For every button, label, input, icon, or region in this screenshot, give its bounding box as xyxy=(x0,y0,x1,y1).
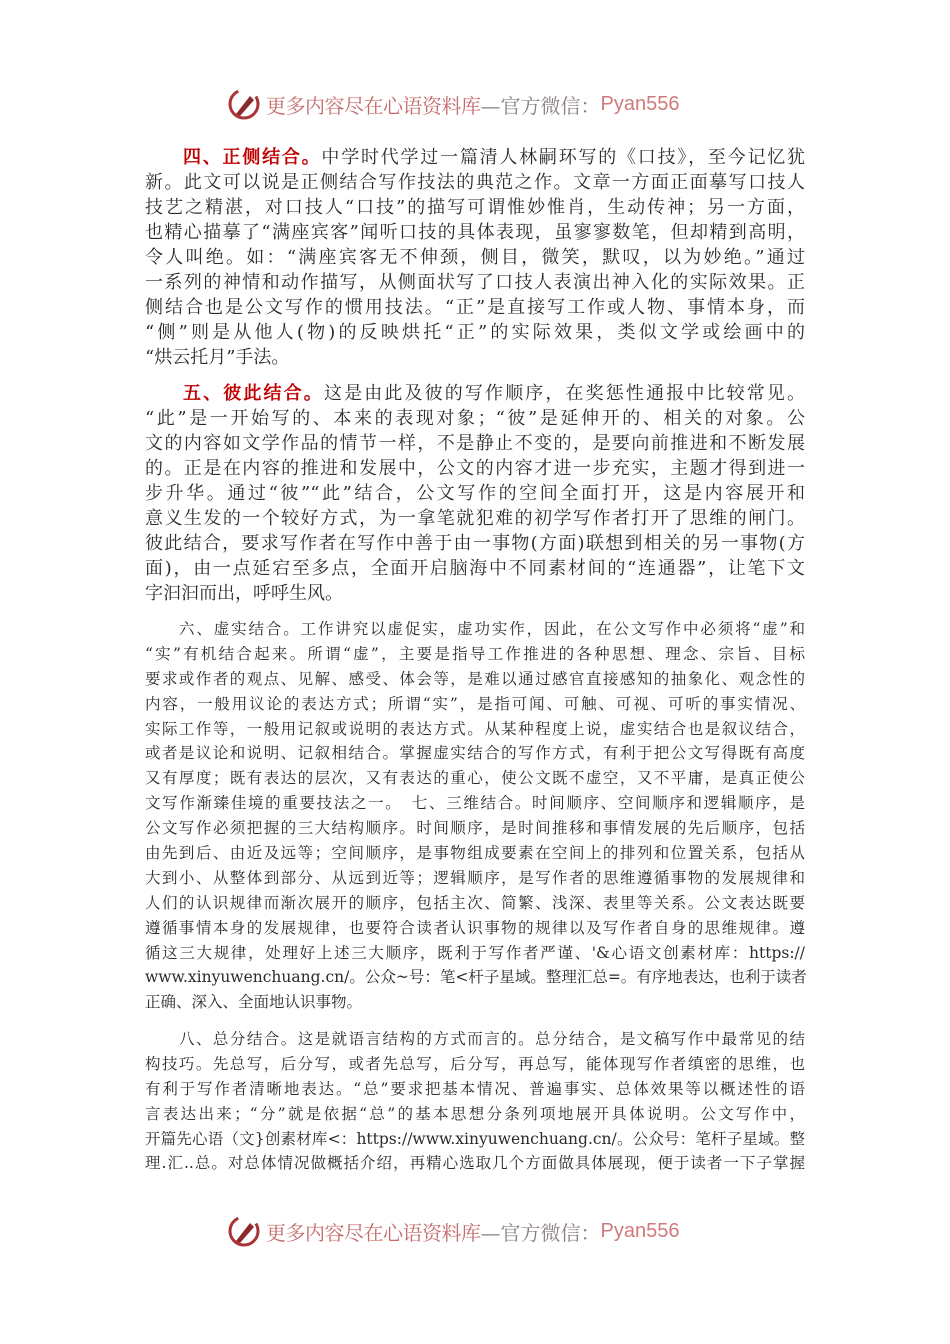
section-bi-ci xyxy=(145,381,805,606)
paragraph-line: 内容，一般用议论的表达方式；所谓“实”，是指可闻、可触、可视、可听的事实情况、 xyxy=(145,694,805,713)
paragraph-line xyxy=(145,381,805,406)
paragraph-line: 步升华。通过“彼”“此”结合，公文写作的空间全面打开，这是内容展开和 xyxy=(145,483,805,504)
paragraph-line: 文的内容如文学作品的情节一样，不是静止不变的，是要向前推进和不断发展 xyxy=(145,433,805,454)
paragraph-line: 实际工作等，一般用记叙或说明的表达方式。从某种程度上说，虚实结合也是叙议结合， xyxy=(145,719,805,738)
paragraph-line: 侧结合也是公文写作的惯用技法。“正”是直接写工作或人物、事情本身，而 xyxy=(145,297,805,318)
paragraph-line: 也精心描摹了“满座宾客”闻听口技的具体表现，虽寥寥数笔，但却精到高明， xyxy=(145,222,805,243)
paragraph-line: 大到小、从整体到部分、从远到近等；逻辑顺序，是写作者的思维遵循事物的发展规律和 xyxy=(145,868,805,887)
paragraph-line: 面)，由一点延宕至多点，全面开启脑海中不同素材间的“连通器”，让笔下文 xyxy=(145,558,805,579)
paragraph-line xyxy=(145,145,805,170)
line-text: 中学时代学过一篇清人林嗣环写的《口技》，至今记忆犹 xyxy=(321,147,805,168)
paragraph-line: 意义生发的一个较好方式，为一拿笔就犯难的初学写作者打开了思维的闸门。 xyxy=(145,508,805,529)
paragraph-line: 的。正是在内容的推进和发展中，公文的内容才进一步充实，主题才得到进一 xyxy=(145,458,805,479)
header-watermark-banner xyxy=(226,84,716,124)
paragraph-line: 公文写作必须把握的三大结构顺序。时间顺序，是时间推移和事情发展的先后顺序，包括 xyxy=(145,819,805,838)
paragraph-line: 循这三大规律，处理好上述三大顺序，既利于写作者严谨、'&心语文创素材库：https:// xyxy=(145,943,805,962)
banner-wechat-id: Pyan556 xyxy=(600,92,680,115)
paragraph-line: 又有厚度；既有表达的层次，又有表达的重心，使公文既不虚空，又不平庸，是真正使公 xyxy=(145,769,805,788)
paragraph-line: 要求或作者的观点、见解、感受、体会等，是难以通过感官直接感知的抽象化、观念性的 xyxy=(145,669,805,688)
paragraph-line: 八、总分结合。这是就语言结构的方式而言的。总分结合，是文稿写作中最常见的结 xyxy=(179,1030,805,1048)
paragraph-line: 字汩汩而出，呼呼生风。 xyxy=(145,583,343,604)
paragraph-line: 理.汇..总。对总体情况做概括介绍，再精心选取几个方面做具体展现，便于读者一下子掌握 xyxy=(145,1154,805,1173)
paragraph-line: 构技巧。先总写，后分写，或者先总写，后分写，再总写，能体现写作者缜密的思维，也 xyxy=(145,1054,805,1073)
paragraph-line: 彼此结合，要求写作者在写作中善于由一事物(方面)联想到相关的另一事物(方 xyxy=(145,533,805,554)
section-zong-fen xyxy=(145,1027,805,1176)
paragraph-line: 技艺之精湛，对口技人“口技”的描写可谓惟妙惟肖，生动传神；另一方面， xyxy=(145,197,805,218)
paragraph-line: “实”有机结合起来。所谓“虚”，主要是指导工作推进的各种思想、理念、宗旨、目标 xyxy=(145,644,805,663)
paragraph-line: 有利于写作者清晰地表达。“总”要求把基本情况、普遍事实、总体效果等以概述性的语 xyxy=(145,1079,805,1098)
paragraph-line: 人们的认识规律而渐次展开的顺序，包括主次、简繁、浅深、表里等关系。公文表达既要 xyxy=(145,893,805,912)
section-heading: 四、正侧结合。 xyxy=(183,147,322,168)
section-heading: 五、彼此结合。 xyxy=(183,383,324,404)
paragraph-line: 新。此文可以说是正侧结合写作技法的典范之作。文章一方面正面摹写口技人 xyxy=(145,172,805,193)
paragraph-line: 一系列的神情和动作描写，从侧面状写了口技人表演出神入化的实际效果。正 xyxy=(145,272,805,293)
banner-wechat-label: —官方微信： xyxy=(480,93,601,118)
section-zheng-ce xyxy=(145,145,805,370)
paragraph-line: 言表达出来；“分”就是依据“总”的基本思想分条列项地展开具体说明。公文写作中， xyxy=(145,1104,805,1123)
paragraph-line: 由先到后、由近及远等；空间顺序，是事物组成要素在空间上的排列和位置关系，包括从 xyxy=(145,844,805,863)
footer-watermark-banner xyxy=(226,1211,716,1251)
paragraph-line: 令人叫绝。如：“满座宾客无不伸颈，侧目，微笑，默叹，以为妙绝。”通过 xyxy=(145,247,805,268)
pen-logo-icon xyxy=(226,1213,262,1249)
banner-wechat-label: —官方微信： xyxy=(480,1220,601,1245)
paragraph-line: 开篇先心语（文}创素材库<：https://www.xinyuwenchuang.cn/。公众号：笔杆子星域。整 xyxy=(145,1129,805,1148)
paragraph-line: “此”是一开始写的、本来的表现对象；“彼”是延伸开的、相关的对象。公 xyxy=(145,408,805,429)
banner-text: 更多内容尽在心语资料库 xyxy=(266,1220,481,1245)
pen-logo-icon xyxy=(226,86,262,122)
paragraph-line: 文写作渐臻佳境的重要技法之一。 七、三维结合。时间顺序、空间顺序和逻辑顺序，是 xyxy=(145,794,805,813)
paragraph-line: www.xinyuwenchuang.cn/。公众~号：笔<杆子星域。整理汇总=。有序地表达，也利于读者 xyxy=(145,968,807,987)
paragraph-line: 正确、深入、全面地认识事物。 xyxy=(145,993,363,1012)
banner-text: 更多内容尽在心语资料库 xyxy=(266,93,481,118)
section-xu-shi-san-wei xyxy=(145,617,805,1015)
paragraph-line: “侧”则是从他人(物)的反映烘托“正”的实际效果，类似文学或绘画中的 xyxy=(145,322,805,343)
paragraph-line: 六、虚实结合。工作讲究以虚促实，虚功实作，因此，在公文写作中必须将“虚”和 xyxy=(179,620,805,638)
line-text: 这是由此及彼的写作顺序，在奖惩性通报中比较常见。 xyxy=(323,383,806,404)
paragraph-line: “烘云托月”手法。 xyxy=(145,347,290,368)
paragraph-line: 或者是议论和说明、记叙相结合。掌握虚实结合的写作方式，有利于把公文写得既有高度 xyxy=(145,744,805,763)
paragraph-line: 遵循事情本身的发展规律，也要符合读者认识事物的规律以及写作者自身的思维规律。遵 xyxy=(145,918,805,937)
banner-wechat-id: Pyan556 xyxy=(600,1219,680,1242)
